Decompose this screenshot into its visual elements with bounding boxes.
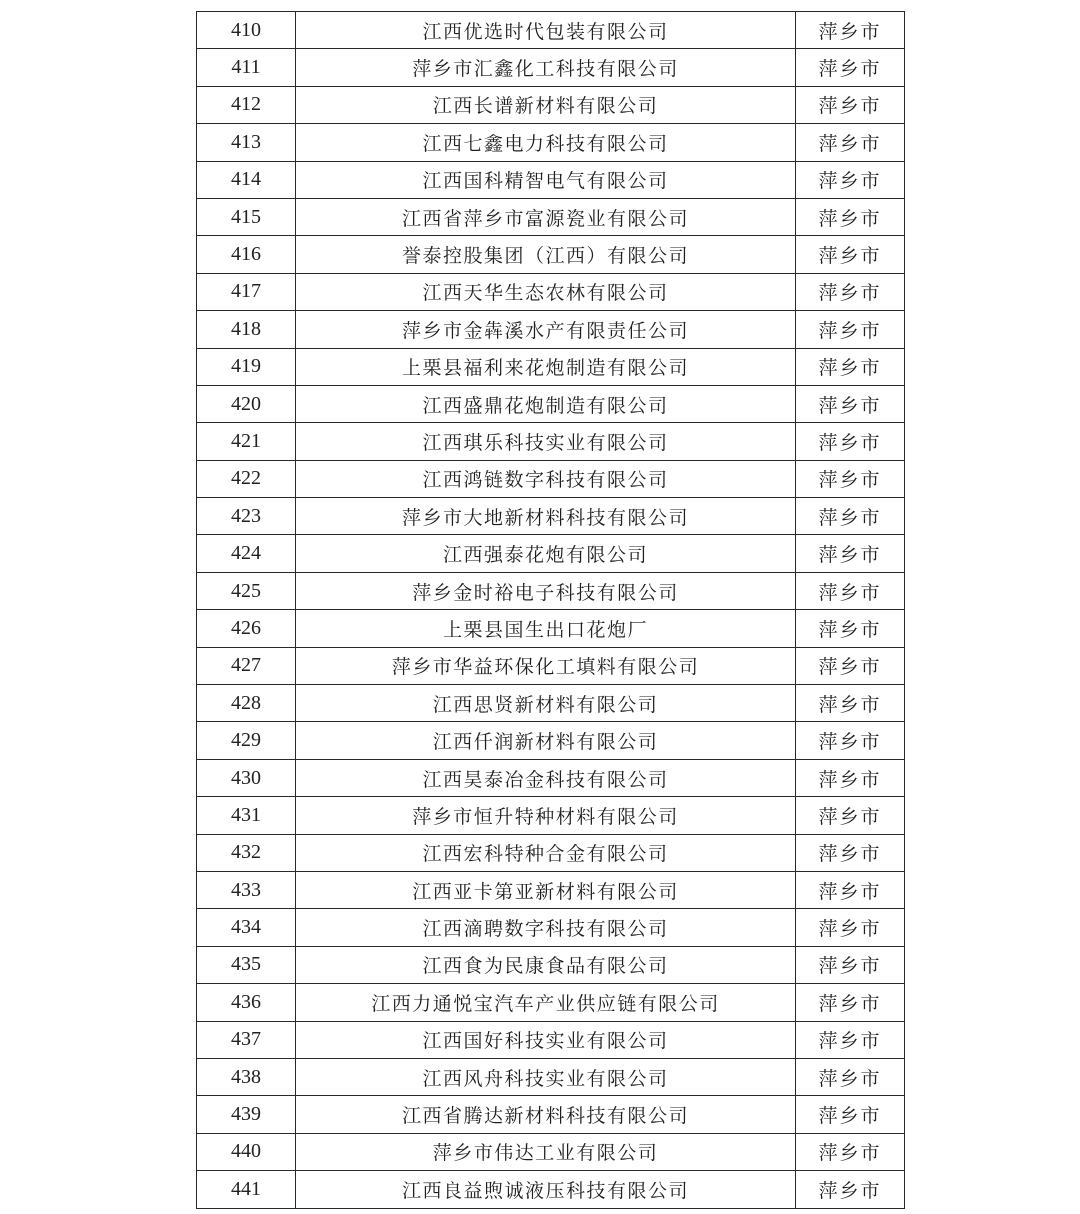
table-body	[197, 12, 905, 1209]
city-name: 萍乡市	[796, 834, 905, 871]
row-number: 411	[197, 49, 296, 86]
table-row	[197, 161, 905, 198]
company-name: 江西天华生态农林有限公司	[296, 273, 796, 310]
company-list-table	[196, 11, 905, 1209]
row-number: 440	[197, 1133, 296, 1170]
table-row	[197, 198, 905, 235]
city-name: 萍乡市	[796, 12, 905, 49]
company-name: 江西力通悦宝汽车产业供应链有限公司	[296, 984, 796, 1021]
city-name: 萍乡市	[796, 273, 905, 310]
table-row	[197, 460, 905, 497]
table-row	[197, 311, 905, 348]
row-number: 412	[197, 86, 296, 123]
table-row	[197, 759, 905, 796]
row-number: 432	[197, 834, 296, 871]
table-row	[197, 12, 905, 49]
company-name: 江西昊泰冶金科技有限公司	[296, 759, 796, 796]
row-number: 431	[197, 797, 296, 834]
table-row	[197, 1021, 905, 1058]
row-number: 427	[197, 647, 296, 684]
city-name: 萍乡市	[796, 946, 905, 983]
city-name: 萍乡市	[796, 984, 905, 1021]
table-row	[197, 1133, 905, 1170]
table-row	[197, 49, 905, 86]
table-row	[197, 86, 905, 123]
company-name: 誉泰控股集团（江西）有限公司	[296, 236, 796, 273]
table-row	[197, 722, 905, 759]
city-name: 萍乡市	[796, 423, 905, 460]
row-number: 425	[197, 572, 296, 609]
table-row	[197, 236, 905, 273]
city-name: 萍乡市	[796, 797, 905, 834]
company-name: 江西琪乐科技实业有限公司	[296, 423, 796, 460]
company-name: 江西强泰花炮有限公司	[296, 535, 796, 572]
company-name: 江西鸿链数字科技有限公司	[296, 460, 796, 497]
company-name: 萍乡市大地新材料科技有限公司	[296, 498, 796, 535]
city-name: 萍乡市	[796, 572, 905, 609]
city-name: 萍乡市	[796, 49, 905, 86]
city-name: 萍乡市	[796, 1133, 905, 1170]
row-number: 410	[197, 12, 296, 49]
city-name: 萍乡市	[796, 1058, 905, 1095]
company-name: 江西省萍乡市富源瓷业有限公司	[296, 198, 796, 235]
table-row	[197, 946, 905, 983]
company-name: 江西七鑫电力科技有限公司	[296, 124, 796, 161]
table-row	[197, 647, 905, 684]
row-number: 413	[197, 124, 296, 161]
company-name: 萍乡市恒升特种材料有限公司	[296, 797, 796, 834]
company-name: 江西国好科技实业有限公司	[296, 1021, 796, 1058]
row-number: 422	[197, 460, 296, 497]
city-name: 萍乡市	[796, 759, 905, 796]
row-number: 429	[197, 722, 296, 759]
city-name: 萍乡市	[796, 198, 905, 235]
row-number: 430	[197, 759, 296, 796]
table-row	[197, 423, 905, 460]
table-row	[197, 685, 905, 722]
table-row	[197, 273, 905, 310]
row-number: 434	[197, 909, 296, 946]
table-row	[197, 348, 905, 385]
row-number: 424	[197, 535, 296, 572]
city-name: 萍乡市	[796, 647, 905, 684]
row-number: 415	[197, 198, 296, 235]
city-name: 萍乡市	[796, 871, 905, 908]
company-name: 江西宏科特种合金有限公司	[296, 834, 796, 871]
city-name: 萍乡市	[796, 460, 905, 497]
table-row	[197, 572, 905, 609]
row-number: 437	[197, 1021, 296, 1058]
city-name: 萍乡市	[796, 86, 905, 123]
table-row	[197, 834, 905, 871]
city-name: 萍乡市	[796, 722, 905, 759]
row-number: 438	[197, 1058, 296, 1095]
company-name: 江西风舟科技实业有限公司	[296, 1058, 796, 1095]
row-number: 436	[197, 984, 296, 1021]
city-name: 萍乡市	[796, 1096, 905, 1133]
table-row	[197, 1096, 905, 1133]
table-row	[197, 498, 905, 535]
company-name: 江西亚卡第亚新材料有限公司	[296, 871, 796, 908]
company-name: 江西食为民康食品有限公司	[296, 946, 796, 983]
company-name: 萍乡市华益环保化工填料有限公司	[296, 647, 796, 684]
city-name: 萍乡市	[796, 1021, 905, 1058]
table-row	[197, 535, 905, 572]
row-number: 441	[197, 1171, 296, 1208]
company-name: 上栗县国生出口花炮厂	[296, 610, 796, 647]
company-name: 萍乡市伟达工业有限公司	[296, 1133, 796, 1170]
table-row	[197, 871, 905, 908]
city-name: 萍乡市	[796, 1171, 905, 1208]
company-name: 江西优选时代包装有限公司	[296, 12, 796, 49]
city-name: 萍乡市	[796, 610, 905, 647]
company-name: 萍乡市金犇溪水产有限责任公司	[296, 311, 796, 348]
table-row	[197, 909, 905, 946]
company-name: 江西长谱新材料有限公司	[296, 86, 796, 123]
city-name: 萍乡市	[796, 124, 905, 161]
company-name: 江西省腾达新材料科技有限公司	[296, 1096, 796, 1133]
row-number: 417	[197, 273, 296, 310]
table-row	[197, 1171, 905, 1208]
company-name: 江西良益煦诚液压科技有限公司	[296, 1171, 796, 1208]
row-number: 435	[197, 946, 296, 983]
table-row	[197, 610, 905, 647]
company-name: 萍乡市汇鑫化工科技有限公司	[296, 49, 796, 86]
company-name: 萍乡金时裕电子科技有限公司	[296, 572, 796, 609]
table-row	[197, 1058, 905, 1095]
company-name: 江西滴聘数字科技有限公司	[296, 909, 796, 946]
table-row	[197, 984, 905, 1021]
city-name: 萍乡市	[796, 348, 905, 385]
row-number: 416	[197, 236, 296, 273]
table-row	[197, 385, 905, 422]
city-name: 萍乡市	[796, 498, 905, 535]
company-name: 江西思贤新材料有限公司	[296, 685, 796, 722]
row-number: 433	[197, 871, 296, 908]
table-row	[197, 797, 905, 834]
company-name: 江西国科精智电气有限公司	[296, 161, 796, 198]
city-name: 萍乡市	[796, 685, 905, 722]
row-number: 420	[197, 385, 296, 422]
row-number: 428	[197, 685, 296, 722]
row-number: 421	[197, 423, 296, 460]
company-name: 江西仟润新材料有限公司	[296, 722, 796, 759]
city-name: 萍乡市	[796, 311, 905, 348]
company-name: 江西盛鼎花炮制造有限公司	[296, 385, 796, 422]
table-row	[197, 124, 905, 161]
city-name: 萍乡市	[796, 909, 905, 946]
row-number: 418	[197, 311, 296, 348]
city-name: 萍乡市	[796, 385, 905, 422]
row-number: 426	[197, 610, 296, 647]
row-number: 439	[197, 1096, 296, 1133]
city-name: 萍乡市	[796, 161, 905, 198]
row-number: 414	[197, 161, 296, 198]
row-number: 419	[197, 348, 296, 385]
city-name: 萍乡市	[796, 535, 905, 572]
company-name: 上栗县福利来花炮制造有限公司	[296, 348, 796, 385]
city-name: 萍乡市	[796, 236, 905, 273]
row-number: 423	[197, 498, 296, 535]
